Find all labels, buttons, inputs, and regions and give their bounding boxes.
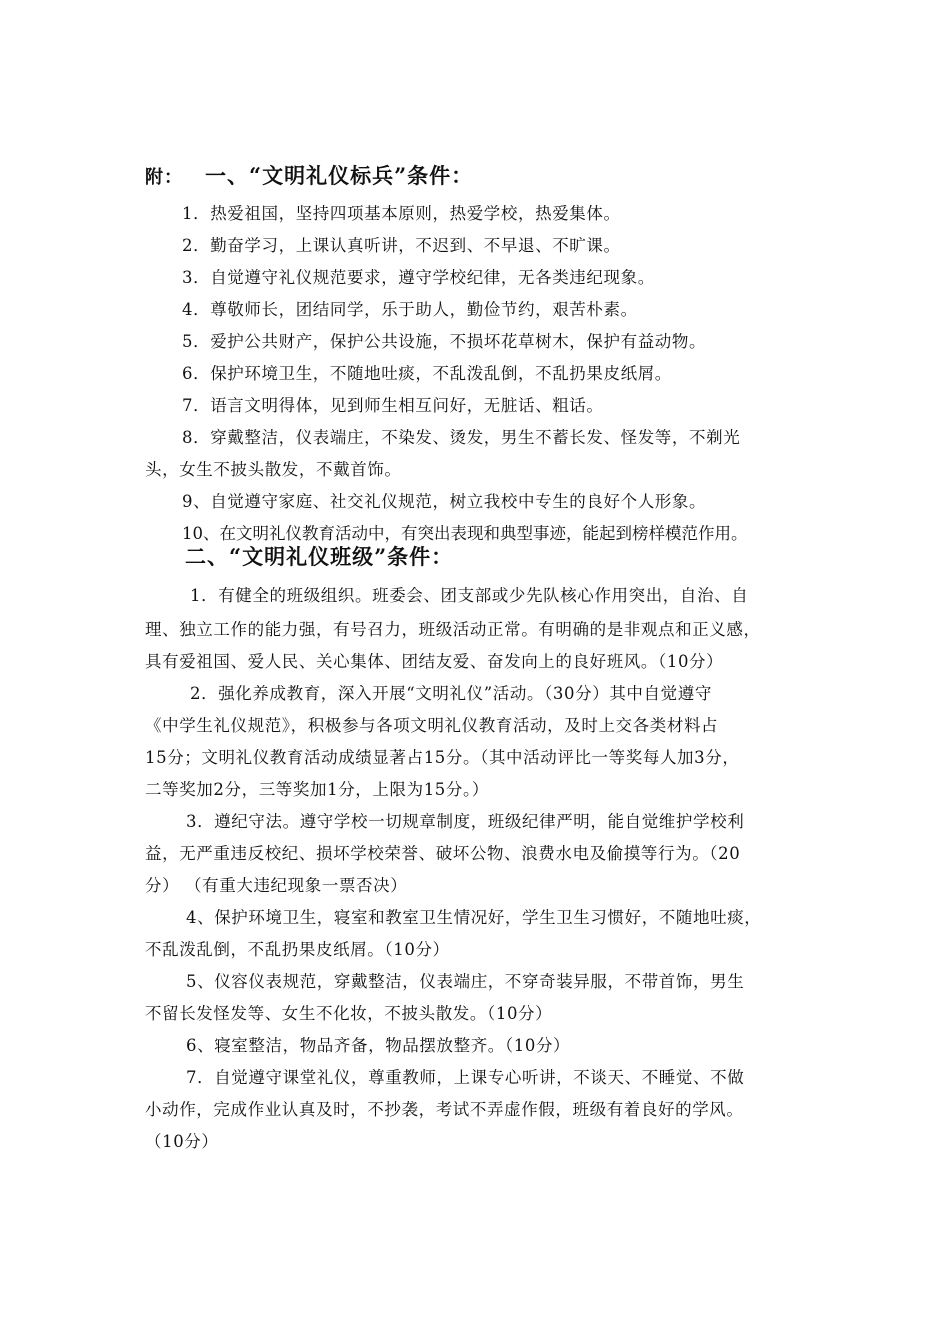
section-1-item-1: 1．热爱祖国，坚持四项基本原则，热爱学校，热爱集体。	[182, 204, 621, 223]
section-2-item-2-line-3: 15分；文明礼仪教育活动成绩显著占15分。（其中活动评比一等奖每人加3分，	[145, 748, 740, 767]
section-1-heading	[145, 160, 473, 190]
section-2-item-7-line-2: 小动作，完成作业认真及时，不抄袭，考试不弄虚作假，班级有着良好的学风。	[145, 1100, 744, 1119]
section-2-item-4-line-1: 4、保护环境卫生，寝室和教室卫生情况好，学生卫生习惯好，不随地吐痰，	[186, 908, 762, 927]
section-1-item-4: 4．尊敬师长，团结同学，乐于助人，勤俭节约，艰苦朴素。	[182, 300, 638, 319]
section-2-item-1-line-1: 1．有健全的班级组织。班委会、团支部或少先队核心作用突出，自治、自	[190, 586, 749, 605]
section-2-heading	[185, 541, 453, 571]
section-2-item-3-line-2: 益，无严重违反校纪、损坏学校荣誉、破坏公物、浪费水电及偷摸等行为。（20	[145, 844, 741, 863]
section-2-item-4-line-2: 不乱泼乱倒，不乱扔果皮纸屑。（10分）	[145, 940, 450, 959]
section-1-item-3: 3．自觉遵守礼仪规范要求，遵守学校纪律，无各类违纪现象。	[182, 268, 655, 287]
section-2-item-1-line-3: 具有爱祖国、爱人民、关心集体、团结友爱、奋发向上的良好班风。（10分）	[145, 652, 724, 671]
section-2-item-2-line-4: 二等奖加2分，三等奖加1分，上限为15分。）	[145, 780, 489, 799]
section-1-item-8-line-1: 8．穿戴整洁，仪表端庄，不染发、烫发，男生不蓄长发、怪发等，不剃光	[182, 428, 741, 447]
section-1-item-8-line-2: 头，女生不披头散发，不戴首饰。	[145, 460, 402, 479]
section-1-item-9: 9、自觉遵守家庭、社交礼仪规范，树立我校中专生的良好个人形象。	[182, 492, 707, 511]
section-1-item-7: 7．语言文明得体，见到师生相互问好，无脏话、粗话。	[182, 396, 604, 415]
section-1-item-5: 5．爱护公共财产，保护公共设施，不损坏花草树木，保护有益动物。	[182, 332, 707, 351]
section-2-item-3-line-3: 分） （有重大违纪现象一票否决）	[145, 876, 408, 895]
section-2-item-5-line-2: 不留长发怪发等、女生不化妆，不披头散发。（10分）	[145, 1004, 553, 1023]
section-2-item-2-line-1: 2．强化养成教育，深入开展“文明礼仪”活动。（30分）其中自觉遵守	[190, 684, 712, 703]
section-1-item-6: 6．保护环境卫生，不随地吐痰，不乱泼乱倒，不乱扔果皮纸屑。	[182, 364, 672, 383]
section-2-item-1-line-2: 理、独立工作的能力强，有号召力，班级活动正常。有明确的是非观点和正义感，	[145, 620, 761, 639]
section-2-item-6: 6、寝室整洁，物品齐备，物品摆放整齐。（10分）	[186, 1036, 571, 1055]
appendix-prefix: 附：	[145, 167, 183, 188]
section-1-title: 一、“文明礼仪标兵”条件：	[205, 163, 474, 188]
section-2-item-7-line-1: 7．自觉遵守课堂礼仪，尊重教师，上课专心听讲，不谈天、不睡觉、不做	[186, 1068, 745, 1087]
section-2-item-7-line-3: （10分）	[145, 1132, 219, 1151]
section-1-item-10: 10、在文明礼仪教育活动中，有突出表现和典型事迹，能起到榜样模范作用。	[182, 524, 748, 543]
section-2-item-3-line-1: 3．遵纪守法。遵守学校一切规章制度，班级纪律严明，能自觉维护学校利	[186, 812, 745, 831]
section-2-item-2-line-2: 《中学生礼仪规范》，积极参与各项文明礼仪教育活动，及时上交各类材料占	[145, 716, 719, 735]
section-2-title: 二、“文明礼仪班级”条件：	[185, 544, 454, 569]
section-1-item-2: 2．勤奋学习，上课认真听讲，不迟到、不早退、不旷课。	[182, 236, 621, 255]
section-2-item-5-line-1: 5、仪容仪表规范，穿戴整洁，仪表端庄，不穿奇装异服，不带首饰，男生	[186, 972, 745, 991]
